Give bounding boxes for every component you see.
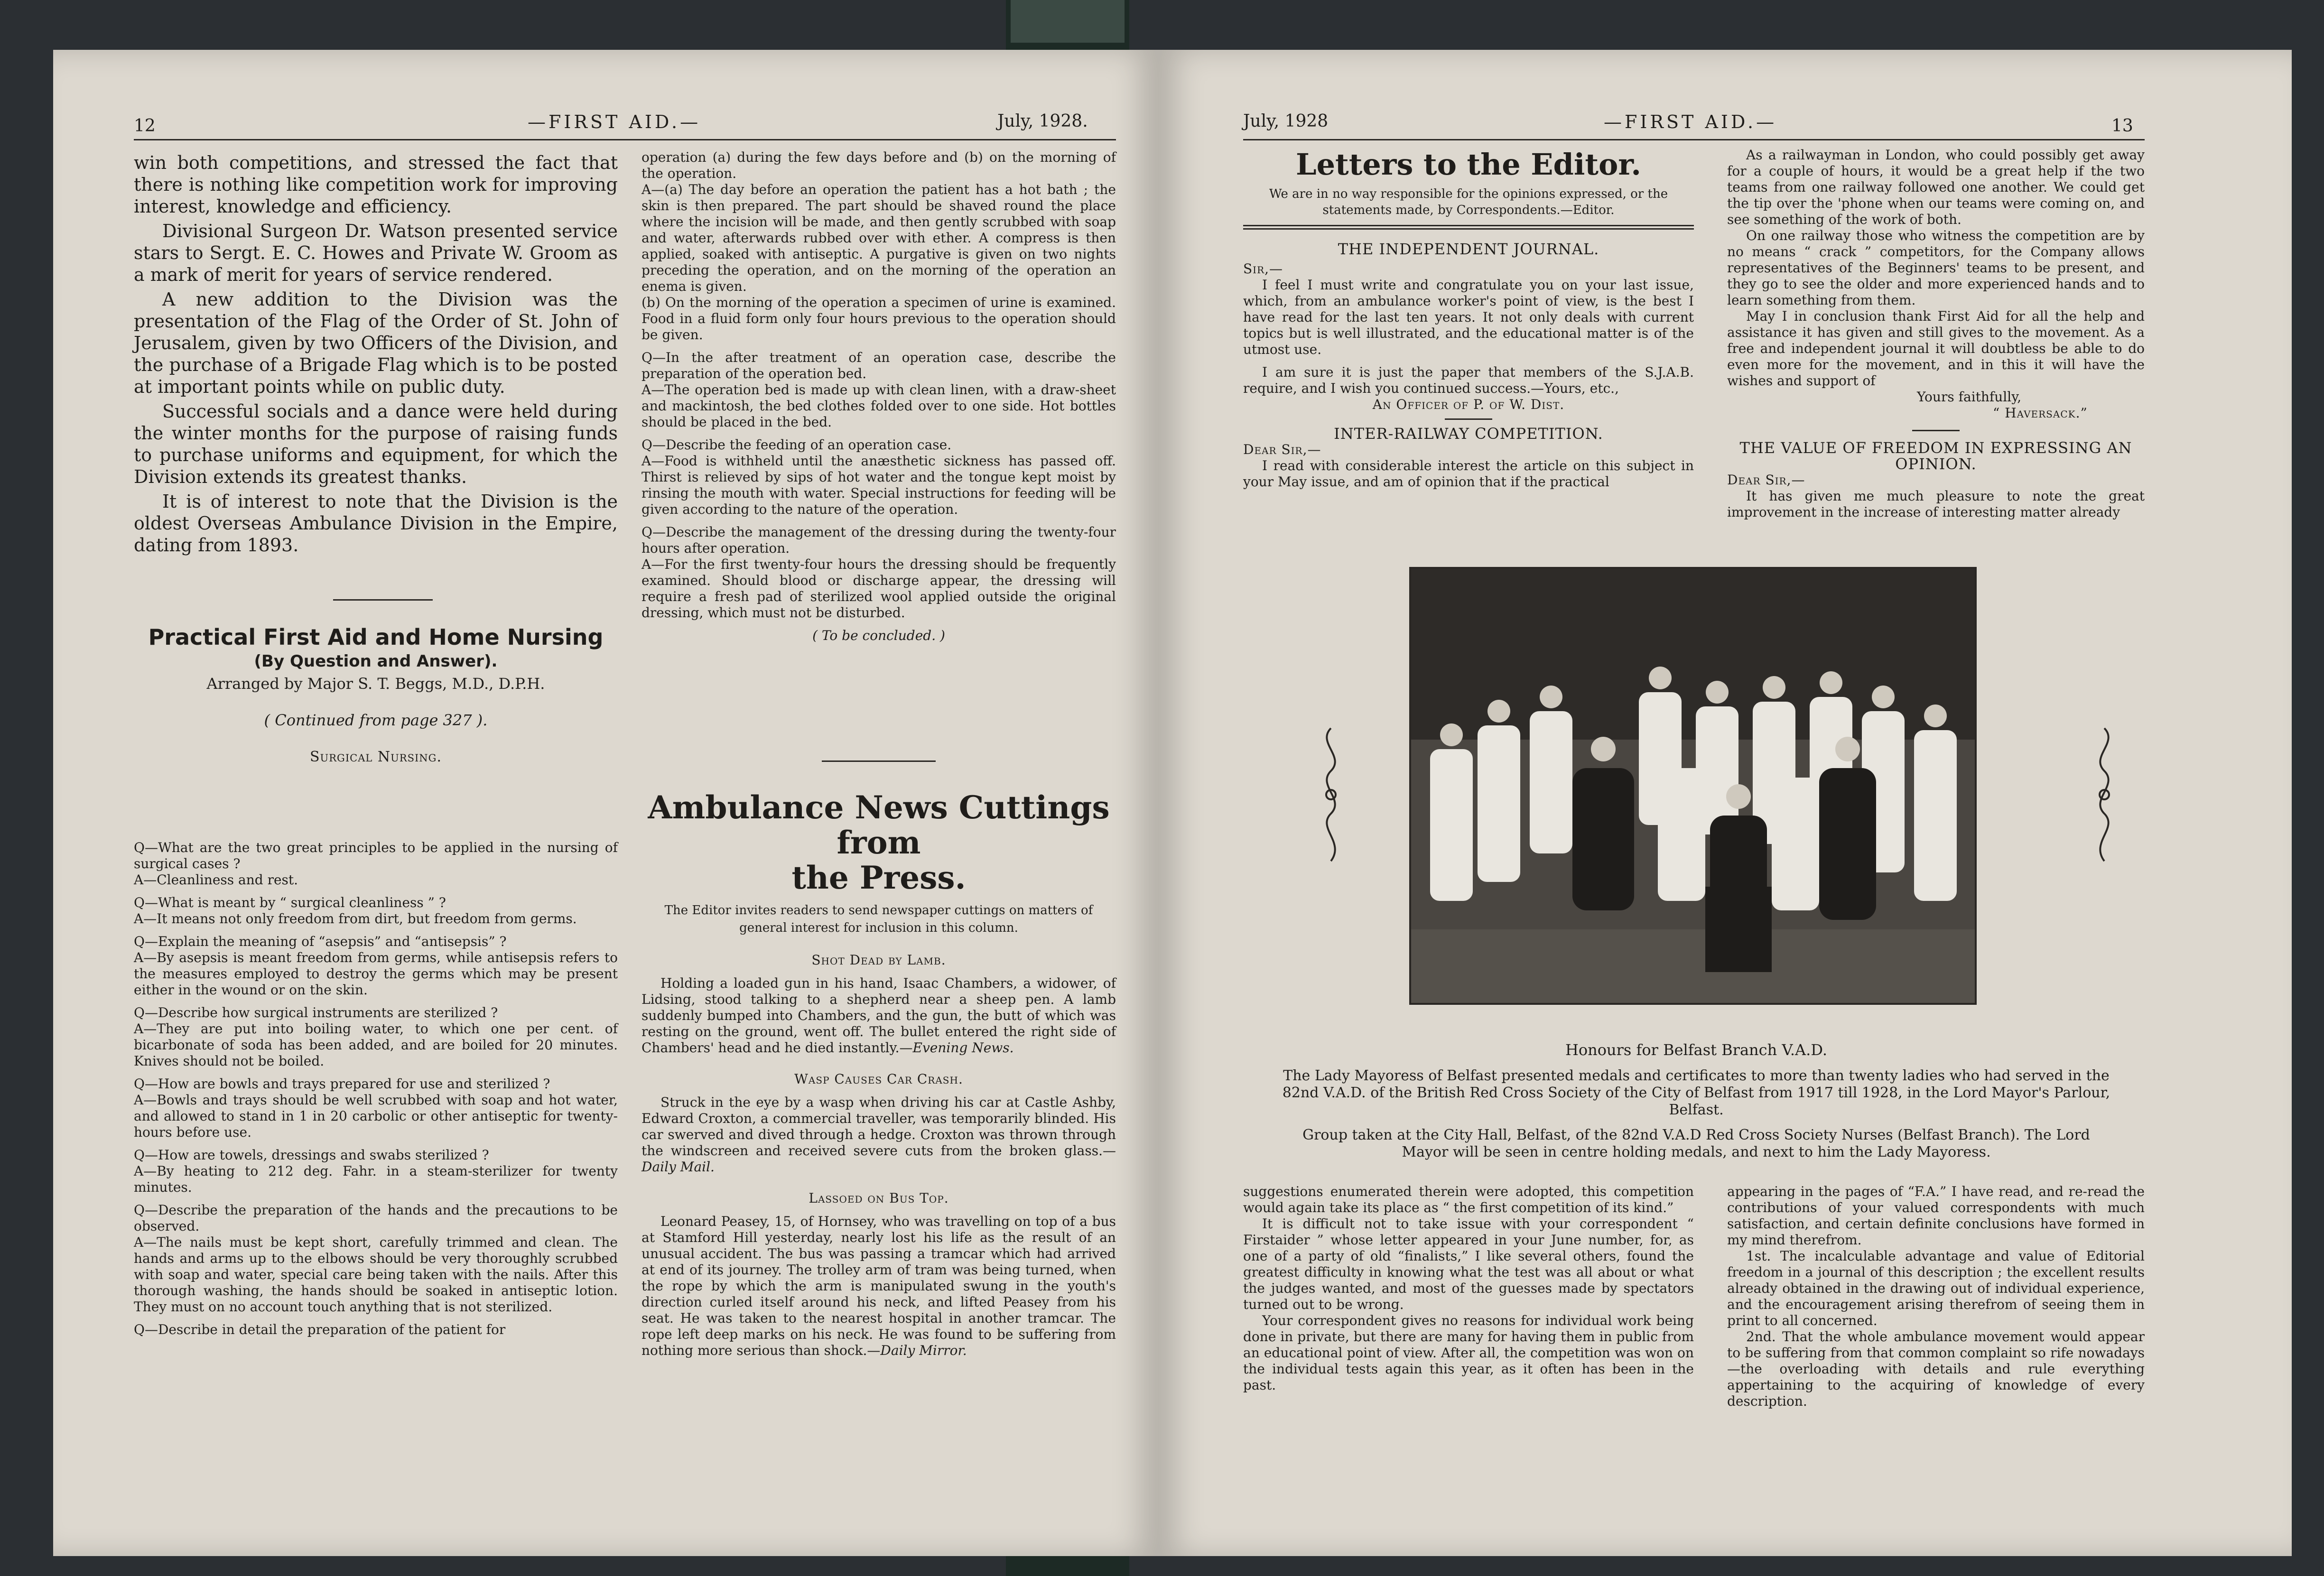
letter-signature: An Officer of P. of W. Dist. <box>1372 397 1565 412</box>
news-title-line2: the Press. <box>791 859 966 896</box>
paragraph: I am sure it is just the paper that members of the S.J.A.B. require, and I wish you continued success.—Yours, etc., <box>1243 364 1694 396</box>
question: Q—Explain the meaning of “asepsis” and “antisepsis” ? <box>134 934 507 949</box>
paragraph: suggestions enumerated therein were adopted, this competition would again take its place as “ the first competition of its kind.” <box>1243 1184 1694 1215</box>
photo-title: Honours for Belfast Branch V.A.D. <box>1565 1041 1828 1059</box>
paragraph: It is difficult not to take issue with your correspondent “ Firstaider ” whose letter appeared in your June number, for, as one of a party of old “finalists,” I like several others, found the greatest difficulty in knowing what the test was all about or what the judges wanted, and most of the guesses made by spectators turned out to be wrong. <box>1243 1216 1694 1312</box>
to-be-concluded: ( To be concluded. ) <box>812 628 945 643</box>
question: Q—Describe the feeding of an operation case. <box>641 437 952 453</box>
question: Q—Describe the management of the dressing during the twenty-four hours after operation. <box>641 524 1116 556</box>
paragraph: I read with considerable interest the article on this subject in your May issue, and am of opinion that if the practical <box>1243 458 1694 490</box>
letter-continued <box>1243 1184 1694 1400</box>
article-byline: Arranged by Major S. T. Beggs, M.D., D.P.H. <box>206 675 545 693</box>
salutation: Dear Sir,— <box>1243 442 1321 457</box>
header-rule <box>1243 139 2145 140</box>
answer: A—For the first twenty-four hours the dressing should be frequently examined. Should blood or discharge appear, the dressing will require a fresh pad of sterilized wool applied outside the original dressing, which must not be disturbed. <box>641 556 1116 621</box>
question: Q—How are towels, dressings and swabs sterilized ? <box>134 1147 489 1163</box>
nursing-article <box>134 624 618 766</box>
news-title-line1: Ambulance News Cuttings from <box>648 789 1110 861</box>
section-divider <box>822 760 936 762</box>
question: Q—What are the two great principles to be applied in the nursing of surgical cases ? <box>134 840 618 871</box>
qa-continued <box>641 149 1116 644</box>
question: Q—Describe the preparation of the hands and the precautions to be observed. <box>134 1202 618 1234</box>
paragraph: operation (a) during the few days before and (b) on the morning of the operation. <box>641 149 1116 181</box>
article-title: Practical First Aid and Home Nursing <box>148 624 604 650</box>
letter-heading: THE INDEPENDENT JOURNAL. <box>1338 240 1599 258</box>
answer: A—The nails must be kept short, carefully trimmed and clean. The hands and arms up to the elbows should be very thoroughly scrubbed with soap and water, special care being taken with the nails. After this thorough washing, the hands should be soaked in antiseptic lotion. They must on no account touch anything that is not sterilized. <box>134 1234 618 1315</box>
letter-heading: THE VALUE OF FREEDOM IN EXPRESSING AN OPINION. <box>1739 439 2132 473</box>
paragraph: 1st. The incalculable advantage and value of Editorial freedom in a journal of this description ; the excellent results already obtained in the drawing out of individual experience, and the encouragement arising therefrom of seeing them in print to all concerned. <box>1727 1248 2145 1328</box>
double-rule <box>1243 228 1694 230</box>
news-note: The Editor invites readers to send newspaper cuttings on matters of general interest for inclusion in this column. <box>664 903 1093 935</box>
answer: A—Bowls and trays should be well scrubbed with soap and hot water, and allowed to stand in 1 in 20 carbolic or other antiseptic for twenty-hours before use. <box>134 1092 618 1140</box>
header-rule <box>134 139 1116 140</box>
qa-list <box>134 840 618 1344</box>
answer: A—It means not only freedom from dirt, but freedom from germs. <box>134 911 577 927</box>
group-photograph <box>1409 567 1977 1005</box>
salutation: Dear Sir,— <box>1727 472 1805 488</box>
story-source: Daily Mirror. <box>880 1343 967 1358</box>
answer: A—Food is withheld until the anæsthetic sickness has passed off. Thirst is relieved by sips of hot water and the tongue kept moist by rinsing the mouth with water. Special instructions for feeding will be given according to the nature of the operation. <box>641 453 1116 517</box>
left-page <box>53 50 1159 1556</box>
answer: A—By heating to 212 deg. Fahr. in a steam-sterilizer for twenty minutes. <box>134 1163 618 1195</box>
photo-figures <box>1411 569 1975 1003</box>
double-rule <box>1243 225 1694 226</box>
letters-column <box>1243 147 1694 497</box>
letter-continued-2 <box>1727 1184 2145 1416</box>
article-subtitle: (By Question and Answer). <box>254 652 498 671</box>
question: Q—Describe how surgical instruments are sterilized ? <box>134 1005 498 1020</box>
answer: A—Cleanliness and rest. <box>134 872 298 888</box>
issue-date: July, 1928 <box>1243 111 1329 131</box>
photo-caption: The Lady Mayoress of Belfast presented medals and certificates to more than twenty ladies who had served in the 82nd V.A.D. of the British Red Cross Society of the City of Belfast from 1917 till 1928, in the Lord Mayor's Parlour, Belfast. <box>1282 1067 2110 1118</box>
question: Q—How are bowls and trays prepared for use and sterilized ? <box>134 1076 550 1092</box>
answer: A—By asepsis is meant freedom from germs, while antisepsis refers to the measures employed to destroy the germs which may be present either in the wound or on the skin. <box>134 950 618 998</box>
paragraph: appearing in the pages of “F.A.” I have read, and re-read the contributions of your valued correspondents with much satisfaction, and certain definite conclusions have formed in my mind therefrom. <box>1727 1184 2145 1248</box>
story-body: Holding a loaded gun in his hand, Isaac Chambers, a widower, of Lidsing, stood talking to a shepherd near a sheep pen. A lamb suddenly bumped into Chambers, and the gun, the butt of which was resting on the ground, went off. The bullet entered the right side of Chambers' head and he died instantly.— <box>641 975 1116 1056</box>
paragraph: On one railway those who witness the competition are by no means “ crack ” competitors, for the Company allows representatives of the Beginners' teams to be present, and they go to see the older and more experienced hands and to learn something from them. <box>1727 228 2145 308</box>
paragraph: May I in conclusion thank First Aid for all the help and assistance it has given and still gives to the movement. As a free and independent journal it will doubtless be able to do even more for the movement, and in this it will have the wishes and support of <box>1727 308 2145 389</box>
paragraph: 2nd. That the whole ambulance movement would appear to be suffering from that common complaint so rife nowadays—the overloading with details and rule everything appertaining to the acquiring of knowledge of every description. <box>1727 1329 2145 1409</box>
answer: A—They are put into boiling water, to which one per cent. of bicarbonate of soda has been added, and are boiled for 20 minutes. Knives should not be boiled. <box>134 1021 618 1069</box>
section-heading: Surgical Nursing. <box>310 749 442 765</box>
divider <box>1912 430 1960 431</box>
scroll-ornament-right <box>2088 723 2121 866</box>
letter-heading: INTER-RAILWAY COMPETITION. <box>1334 425 1603 443</box>
scroll-ornament-left <box>1314 723 1348 866</box>
paragraph: I feel I must write and congratulate you on your last issue, which, from an ambulance worker's point of view, is the best I have read for the last ten years. It not only deals with current topics but is well illustrated, and the educational matter is of the utmost use. <box>1243 277 1694 357</box>
story-source: Evening News. <box>912 1040 1014 1056</box>
letters-column-2 <box>1727 147 2145 527</box>
story-body: Leonard Peasey, 15, of Hornsey, who was travelling on top of a bus at Stamford Hill yesterday, nearly lost his life as the result of an unusual accident. The bus was passing a tramcar which had arrived at end of its journey. The trolley arm of tram was being turned, when the rope by which the arm is manipulated swung in the youth's direction curled itself around his neck, and lifted Peasey from his seat. He was taken to the nearest hospital in another tramcar. The rope left deep marks on his neck. He was found to be suffering from nothing more serious than shock.— <box>641 1214 1116 1358</box>
page-number: 13 <box>2111 116 2133 136</box>
continued-note: ( Continued from page 327 ). <box>264 711 488 729</box>
paragraph: As a railwayman in London, who could possibly get away for a couple of hours, it would be a great help if the two teams from one railway followed one another. We could get the tip over the 'phone when our teams were coming on, and see something of the work of both. <box>1727 147 2145 227</box>
paragraph: Successful socials and a dance were held during the winter months for the purpose of raising funds to purchase uniforms and equipment, for which the Division extends its greatest thanks. <box>134 401 618 487</box>
paragraph: Your correspondent gives no reasons for individual work being done in private, but there are many for having them in public from an educational point of view. After all, the competition was won on the individual tests again this year, as it often has been in the past. <box>1243 1313 1694 1393</box>
question: Q—In the after treatment of an operation case, describe the preparation of the operation bed. <box>641 350 1116 381</box>
question: Q—What is meant by “ surgical cleanliness ” ? <box>134 895 446 910</box>
page-number: 12 <box>134 116 156 136</box>
paragraph: A new addition to the Division was the presentation of the Flag of the Order of St. John of Jerusalem, given by two Officers of the Division, and the purchase of a Brigade Flag which is to be posted at important points while on public duty. <box>134 289 618 397</box>
news-cuttings <box>641 790 1116 1363</box>
story-source: Daily Mail. <box>641 1159 715 1175</box>
letter-signature: “ Haversack.” <box>1993 405 2088 421</box>
divider <box>1445 418 1492 420</box>
disclaimer: We are in no way responsible for the opinions expressed, or the statements made, by Correspondents.—Editor. <box>1269 187 1668 217</box>
photo-caption: Group taken at the City Hall, Belfast, of the 82nd V.A.D Red Cross Society Nurses (Belfast Branch). The Lord Mayor will be seen in centre holding medals, and next to him the Lady Mayoress. <box>1302 1127 2090 1160</box>
letter-close: Yours faithfully, <box>1917 389 2022 405</box>
paragraph: A—(a) The day before an operation the patient has a hot bath ; the skin is then prepared. The part should be shaved round the place where the incision will be made, and then gently scrubbed with soap and water, afterwards rubbed over with ether. A compress is then applied, soaked with antiseptic. A purgative is given on two nights preceding the operation, and on the morning of the operation an enema is given. <box>641 182 1116 294</box>
paragraph: (b) On the morning of the operation a specimen of urine is examined. Food in a fluid form only four hours previous to the operation should be given. <box>641 295 1116 343</box>
section-divider <box>333 599 433 601</box>
paragraph: It is of interest to note that the Division is the oldest Overseas Ambulance Division in the Empire, dating from 1893. <box>134 491 618 556</box>
masthead: —FIRST AID.— <box>528 111 701 132</box>
letters-title: Letters to the Editor. <box>1296 147 1641 182</box>
paragraph: win both competitions, and stressed the fact that there is nothing like competition work for improving interest, knowledge and efficiency. <box>134 152 618 217</box>
answer: A—The operation bed is made up with clean linen, with a draw-sheet and mackintosh, the bed clothes folded over to one side. Hot bottles should be placed in the bed. <box>641 382 1116 430</box>
salutation: Sir,— <box>1243 261 1283 277</box>
story-heading: Lassoed on Bus Top. <box>809 1190 949 1206</box>
story-heading: Wasp Causes Car Crash. <box>794 1071 963 1087</box>
issue-date: July, 1928. <box>997 111 1088 131</box>
story-heading: Shot Dead by Lamb. <box>811 952 946 968</box>
masthead: —FIRST AID.— <box>1604 111 1777 132</box>
question: Q—Describe in detail the preparation of the patient for <box>134 1322 506 1337</box>
paragraph: It has given me much pleasure to note the great improvement in the increase of interesting matter already <box>1727 488 2145 520</box>
spine-label <box>1011 0 1125 43</box>
paragraph: Divisional Surgeon Dr. Watson presented service stars to Sergt. E. C. Howes and Private W. Groom as a mark of merit for years of service rendered. <box>134 221 618 285</box>
column-continuation <box>134 152 618 559</box>
story-body: Struck in the eye by a wasp when driving his car at Castle Ashby, Edward Croxton, a commercial traveller, was temporarily blinded. His car swerved and dived through a hedge. Croxton was thrown through the windscreen and received severe cuts from the broken glass.— <box>641 1094 1116 1159</box>
